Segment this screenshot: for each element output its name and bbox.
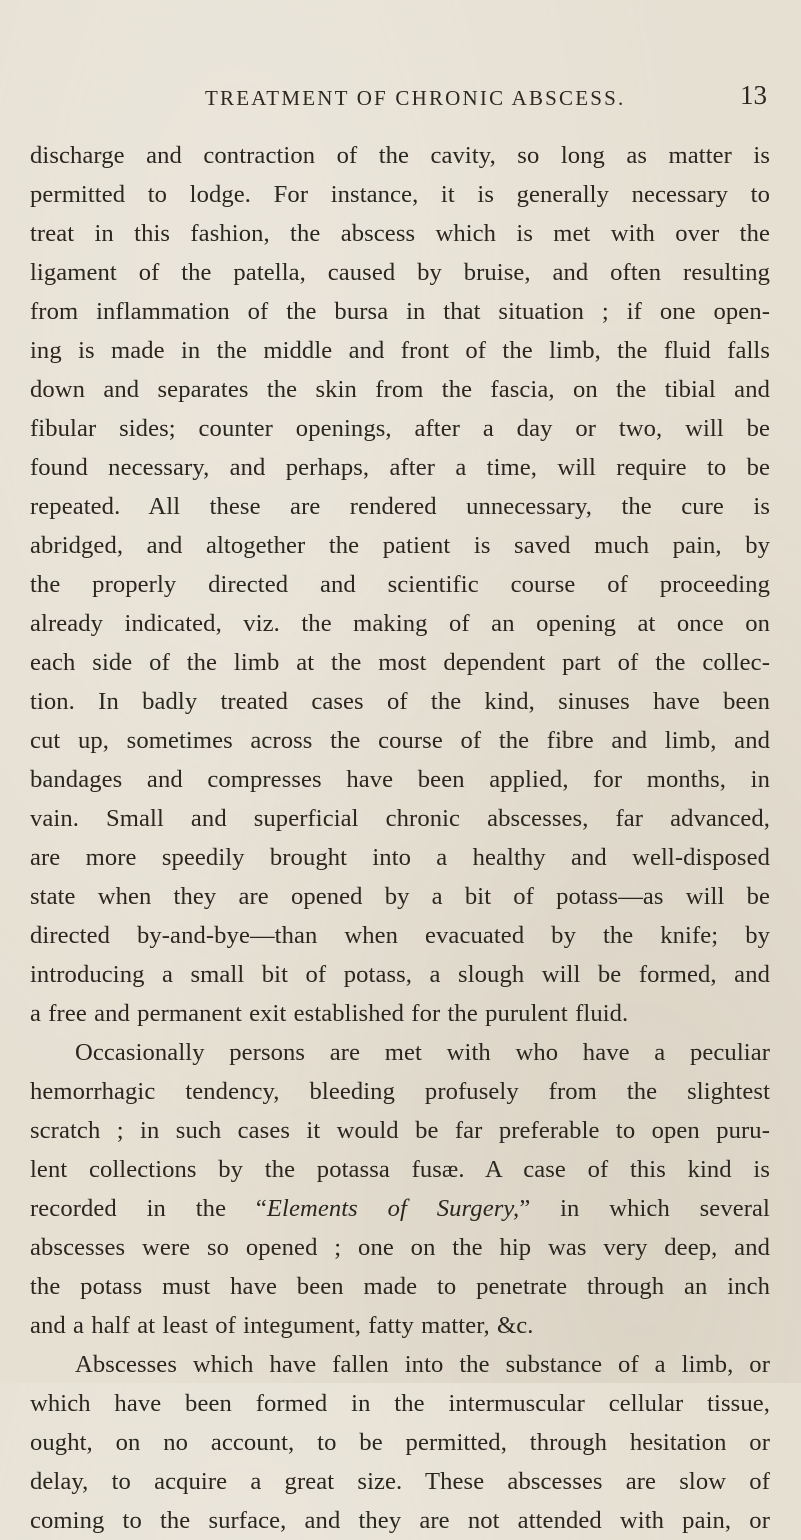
text-line: already indicated, viz. the making of an opening at once on	[30, 610, 770, 637]
book-title-italic: Elements of Surgery,	[266, 1195, 520, 1222]
text-line: vain. Small and superficial chronic abscesses, far advanced,	[30, 805, 770, 832]
text-line: directed by-and-bye—than when evacuated by the knife; by	[30, 922, 770, 949]
text-line: delay, to acquire a great size. These abscesses are slow of	[30, 1468, 770, 1495]
text-line: state when they are opened by a bit of potass—as will be	[30, 883, 770, 910]
text-line: discharge and contraction of the cavity, so long as matter is	[30, 142, 770, 169]
text-run: ” in which several	[519, 1195, 770, 1222]
text-line	[30, 1189, 770, 1228]
text-line: tion. In badly treated cases of the kind, sinuses have been	[30, 688, 770, 715]
text-line: from inflammation of the bursa in that situation ; if one open-	[30, 298, 770, 325]
text-line: bandages and compresses have been applied, for months, in	[30, 766, 770, 793]
text-line: fibular sides; counter openings, after a day or two, will be	[30, 415, 770, 442]
text-line: Occasionally persons are met with who have a peculiar	[75, 1039, 770, 1066]
page-number: 13	[740, 80, 767, 110]
running-title: TREATMENT OF CHRONIC ABSCESS.	[205, 86, 626, 110]
running-head	[0, 82, 801, 116]
text-line: found necessary, and perhaps, after a time, will require to be	[30, 454, 770, 481]
text-line: down and separates the skin from the fascia, on the tibial and	[30, 376, 770, 403]
text-line: hemorrhagic tendency, bleeding profusely from the slightest	[30, 1078, 770, 1105]
text-line: abridged, and altogether the patient is saved much pain, by	[30, 532, 770, 559]
text-line: each side of the limb at the most dependent part of the collec-	[30, 649, 770, 676]
text-line: are more speedily brought into a healthy and well-disposed	[30, 844, 770, 871]
body-text	[30, 136, 770, 1540]
text-line: scratch ; in such cases it would be far preferable to open puru-	[30, 1117, 770, 1144]
text-run: recorded in the “	[30, 1195, 267, 1222]
text-line: Abscesses which have fallen into the substance of a limb, or	[75, 1351, 770, 1378]
text-line: lent collections by the potassa fusæ. A case of this kind is	[30, 1156, 770, 1183]
text-line: ligament of the patella, caused by bruise, and often resulting	[30, 259, 770, 286]
text-line: introducing a small bit of potass, a slough will be formed, and	[30, 961, 770, 988]
text-line: repeated. All these are rendered unnecessary, the cure is	[30, 493, 770, 520]
text-line: permitted to lodge. For instance, it is generally necessary to	[30, 181, 770, 208]
text-line: coming to the surface, and they are not attended with pain, or	[30, 1507, 770, 1534]
text-line: which have been formed in the intermuscular cellular tissue,	[30, 1390, 770, 1417]
text-line: the potass must have been made to penetrate through an inch	[30, 1273, 770, 1300]
text-line: a free and permanent exit established for the purulent fluid.	[30, 1000, 629, 1027]
text-line: and a half at least of integument, fatty matter, &c.	[30, 1312, 534, 1339]
text-line: ing is made in the middle and front of the limb, the fluid falls	[30, 337, 770, 364]
text-line: treat in this fashion, the abscess which is met with over the	[30, 220, 770, 247]
text-line: cut up, sometimes across the course of the fibre and limb, and	[30, 727, 770, 754]
text-line: the properly directed and scientific course of proceeding	[30, 571, 770, 598]
text-line: ought, on no account, to be permitted, through hesitation or	[30, 1429, 770, 1456]
text-line: abscesses were so opened ; one on the hip was very deep, and	[30, 1234, 770, 1261]
